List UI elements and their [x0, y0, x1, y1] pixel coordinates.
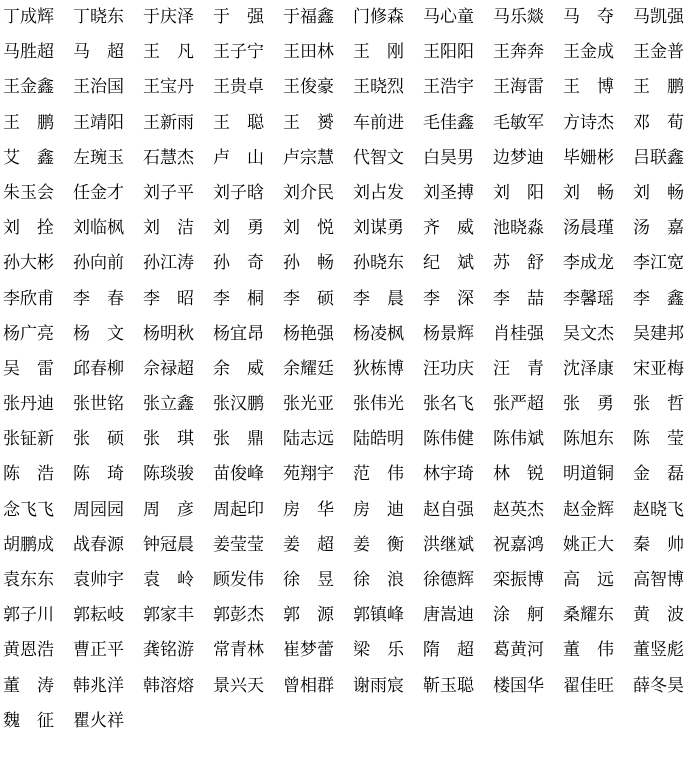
name-item: 丁成辉 — [3, 7, 54, 27]
name-item: 袁帅宇 — [73, 570, 124, 590]
name-item: 王子宁 — [213, 42, 264, 63]
name-item: 郭 源 — [283, 605, 334, 626]
name-item: 刘 畅 — [563, 182, 614, 203]
name-item: 赵自强 — [423, 499, 474, 520]
name-item: 郭耘岐 — [73, 605, 124, 626]
name-item: 周起印 — [213, 499, 264, 520]
name-item: 赵晓飞 — [633, 499, 684, 520]
name-item: 张伟光 — [353, 394, 404, 415]
name-item: 韩兆洋 — [73, 675, 124, 696]
name-item: 孙大彬 — [3, 253, 54, 274]
name-item: 王靖阳 — [73, 112, 124, 133]
name-item: 袁东东 — [3, 570, 54, 590]
name-item: 姜 衡 — [353, 534, 404, 555]
name-item: 余 威 — [213, 358, 264, 379]
name-item: 郭家丰 — [143, 605, 194, 626]
name-item: 刘圣搏 — [423, 182, 474, 203]
name-item: 李成龙 — [563, 253, 614, 274]
name-item: 王俊豪 — [283, 77, 334, 98]
name-item: 周 彦 — [143, 499, 194, 520]
name-item: 隋 超 — [423, 640, 474, 661]
name-item: 赵英杰 — [493, 499, 544, 520]
name-item: 杨凌枫 — [353, 323, 404, 344]
name-item: 林宇琦 — [423, 464, 474, 485]
name-item: 张世铭 — [73, 394, 124, 415]
name-item: 池晓淼 — [493, 218, 544, 239]
name-item: 卢 山 — [213, 147, 264, 168]
name-item: 唐嵩迪 — [423, 605, 474, 626]
name-item: 杨明秋 — [143, 323, 194, 344]
name-item: 涂 舸 — [493, 605, 544, 626]
name-item: 葛黄河 — [493, 640, 544, 661]
name-item: 房 迪 — [353, 499, 404, 520]
name-item: 张钲新 — [3, 429, 54, 450]
name-item: 刘子晗 — [213, 182, 264, 203]
name-item: 郭镇峰 — [353, 605, 404, 626]
name-item: 陈 莹 — [633, 429, 684, 450]
name-item: 刘 畅 — [633, 182, 684, 203]
name-item: 杨景辉 — [423, 323, 474, 344]
name-item: 刘占发 — [353, 182, 404, 203]
name-item: 陈伟健 — [423, 429, 474, 450]
name-item: 刘 悦 — [283, 218, 334, 239]
name-item: 王奔奔 — [493, 42, 544, 63]
name-item: 钟冠晨 — [143, 534, 194, 555]
name-item: 佘禄超 — [143, 358, 194, 379]
name-item: 姜莹莹 — [213, 534, 264, 555]
name-item: 明道铜 — [563, 464, 614, 485]
name-item: 门修森 — [353, 7, 404, 27]
name-item: 王贵卓 — [213, 77, 264, 98]
name-item: 王 聪 — [213, 112, 264, 133]
name-item: 李 晨 — [353, 288, 404, 309]
name-item: 汤 嘉 — [633, 218, 684, 239]
name-item: 宋亚梅 — [633, 358, 684, 379]
name-item: 毕姗彬 — [563, 147, 614, 168]
name-item: 梁 乐 — [353, 640, 404, 661]
name-item: 祝嘉鸿 — [493, 534, 544, 555]
name-item: 袁 岭 — [143, 570, 194, 590]
name-item: 刘 勇 — [213, 218, 264, 239]
name-item: 曹正平 — [73, 640, 124, 661]
name-item: 杨艳强 — [283, 323, 334, 344]
name-item: 黄 波 — [633, 605, 684, 626]
name-item: 高 远 — [563, 570, 614, 590]
name-item: 边梦迪 — [493, 147, 544, 168]
name-item: 余耀廷 — [283, 358, 334, 379]
name-item: 刘 阳 — [493, 182, 544, 203]
name-item: 吴建邦 — [633, 323, 684, 344]
name-item: 曾相群 — [283, 675, 334, 696]
name-item: 李 喆 — [493, 288, 544, 309]
name-item: 孙向前 — [73, 253, 124, 274]
name-item: 张立鑫 — [143, 394, 194, 415]
name-item: 靳玉聪 — [423, 675, 474, 696]
name-item: 栾振博 — [493, 570, 544, 590]
name-item: 马 超 — [73, 42, 124, 63]
name-item: 张 硕 — [73, 429, 124, 450]
name-item: 刘子平 — [143, 182, 194, 203]
name-item: 龚铭游 — [143, 640, 194, 661]
name-item: 张名飞 — [423, 394, 474, 415]
name-item: 徐德辉 — [423, 570, 474, 590]
name-item: 念飞飞 — [3, 499, 54, 520]
name-item: 金 磊 — [633, 464, 684, 485]
name-item: 姜 超 — [283, 534, 334, 555]
name-item: 王 刚 — [353, 42, 404, 63]
name-item: 陈琰骏 — [143, 464, 194, 485]
name-item: 董 涛 — [3, 675, 54, 696]
name-item: 魏 征 — [3, 710, 54, 731]
name-item: 刘 拴 — [3, 218, 54, 239]
name-item: 王 博 — [563, 77, 614, 98]
name-item: 董 伟 — [563, 640, 614, 661]
name-item: 卢宗慧 — [283, 147, 334, 168]
name-item: 翟佳旺 — [563, 675, 614, 696]
name-item: 齐 威 — [423, 218, 474, 239]
name-item: 王 凡 — [143, 42, 194, 63]
name-item: 王金鑫 — [3, 77, 54, 98]
name-item: 姚正大 — [563, 534, 614, 555]
name-item: 徐 浪 — [353, 570, 404, 590]
name-item: 邓 荀 — [633, 112, 684, 133]
name-item: 艾 鑫 — [3, 147, 54, 168]
name-item: 汪 青 — [493, 358, 544, 379]
name-item: 陈旭东 — [563, 429, 614, 450]
name-item: 房 华 — [283, 499, 334, 520]
name-item: 张汉鹏 — [213, 394, 264, 415]
name-item: 杨宜昂 — [213, 323, 264, 344]
name-item: 石慧杰 — [143, 147, 194, 168]
name-item: 李 昭 — [143, 288, 194, 309]
name-item: 丁晓东 — [73, 7, 124, 27]
name-item: 于 强 — [213, 7, 264, 27]
name-item: 王治国 — [73, 77, 124, 98]
name-item: 邱春柳 — [73, 358, 124, 379]
name-item: 左琬玉 — [73, 147, 124, 168]
name-item: 王金成 — [563, 42, 614, 63]
name-item: 郭子川 — [3, 605, 54, 626]
name-item: 范 伟 — [353, 464, 404, 485]
name-item: 洪继斌 — [423, 534, 474, 555]
name-item: 瞿火祥 — [73, 710, 124, 731]
name-item: 王阳阳 — [423, 42, 474, 63]
name-item: 汤晨瑾 — [563, 218, 614, 239]
name-item: 毛佳鑫 — [423, 112, 474, 133]
name-item: 王金普 — [633, 42, 684, 63]
name-item: 白昊男 — [423, 147, 474, 168]
name-item: 马 夺 — [563, 7, 614, 27]
name-item: 王 鹏 — [633, 77, 684, 98]
name-item: 李 硕 — [283, 288, 334, 309]
name-item: 张严超 — [493, 394, 544, 415]
name-item: 孙江涛 — [143, 253, 194, 274]
name-item: 张光亚 — [283, 394, 334, 415]
name-item: 马乐燚 — [493, 7, 544, 27]
name-item: 吴文杰 — [563, 323, 614, 344]
name-item: 李江宽 — [633, 253, 684, 274]
name-item: 刘谋勇 — [353, 218, 404, 239]
name-item: 马胜超 — [3, 42, 54, 63]
name-item: 李 桐 — [213, 288, 264, 309]
name-item: 吕联鑫 — [633, 147, 684, 168]
name-item: 李 鑫 — [633, 288, 684, 309]
name-item: 刘 洁 — [143, 218, 194, 239]
name-item: 陈 浩 — [3, 464, 54, 485]
name-item: 陆志远 — [283, 429, 334, 450]
name-item: 孙晓东 — [353, 253, 404, 274]
name-item: 苑翔宇 — [283, 464, 334, 485]
name-item: 方诗杰 — [563, 112, 614, 133]
name-item: 马凯强 — [633, 7, 684, 27]
name-item: 顾发伟 — [213, 570, 264, 590]
name-item: 毛敏军 — [493, 112, 544, 133]
name-item: 徐 昱 — [283, 570, 334, 590]
name-item: 王 鹏 — [3, 112, 54, 133]
name-item: 王浩宇 — [423, 77, 474, 98]
name-item: 桑耀东 — [563, 605, 614, 626]
name-item: 李馨瑶 — [563, 288, 614, 309]
name-item: 张 鼎 — [213, 429, 264, 450]
name-item: 李欣甫 — [3, 288, 54, 309]
name-item: 苏 舒 — [493, 253, 544, 274]
name-item: 张 哲 — [633, 394, 684, 415]
name-item: 杨广亮 — [3, 323, 54, 344]
name-item: 陈 琦 — [73, 464, 124, 485]
name-item: 景兴天 — [213, 675, 264, 696]
name-item: 于福鑫 — [283, 7, 334, 27]
name-item: 王宝丹 — [143, 77, 194, 98]
name-item: 楼国华 — [493, 675, 544, 696]
name-item: 郭彭杰 — [213, 605, 264, 626]
name-item: 常青林 — [213, 640, 264, 661]
name-item: 李 深 — [423, 288, 474, 309]
name-item: 陈伟斌 — [493, 429, 544, 450]
name-item: 战春源 — [73, 534, 124, 555]
name-item: 陆皓明 — [353, 429, 404, 450]
name-item: 谢雨宸 — [353, 675, 404, 696]
name-item: 汪功庆 — [423, 358, 474, 379]
name-item: 任金才 — [73, 182, 124, 203]
name-item: 董竖彪 — [633, 640, 684, 661]
name-item: 王田林 — [283, 42, 334, 63]
name-item: 张 琪 — [143, 429, 194, 450]
name-item: 代智文 — [353, 147, 404, 168]
name-item: 王海雷 — [493, 77, 544, 98]
name-item: 苗俊峰 — [213, 464, 264, 485]
name-item: 吴 雷 — [3, 358, 54, 379]
name-item: 纪 斌 — [423, 253, 474, 274]
name-item: 马心童 — [423, 7, 474, 27]
name-item: 沈泽康 — [563, 358, 614, 379]
name-item: 狄栋博 — [353, 358, 404, 379]
name-item: 朱玉会 — [3, 182, 54, 203]
name-item: 张 勇 — [563, 394, 614, 415]
name-item: 李 春 — [73, 288, 124, 309]
name-item: 黄恩浩 — [3, 640, 54, 661]
name-item: 杨 文 — [73, 323, 124, 344]
name-item: 秦 帅 — [633, 534, 684, 555]
name-item: 林 锐 — [493, 464, 544, 485]
name-item: 高智博 — [633, 570, 684, 590]
name-item: 肖桂强 — [493, 323, 544, 344]
name-item: 王晓烈 — [353, 77, 404, 98]
name-item: 薛冬昊 — [633, 675, 684, 696]
name-item: 崔梦蕾 — [283, 640, 334, 661]
name-item: 刘介民 — [283, 182, 334, 203]
name-item: 孙 奇 — [213, 253, 264, 274]
name-item: 王 赟 — [283, 112, 334, 133]
name-item: 刘临枫 — [73, 218, 124, 239]
name-item: 王新雨 — [143, 112, 194, 133]
name-item: 胡鹏成 — [3, 534, 54, 555]
name-item: 张丹迪 — [3, 394, 54, 415]
name-item: 赵金辉 — [563, 499, 614, 520]
name-item: 孙 畅 — [283, 253, 334, 274]
name-item: 韩溶熔 — [143, 675, 194, 696]
name-item: 周园园 — [73, 499, 124, 520]
name-item: 于庆泽 — [143, 7, 194, 27]
name-item: 车前进 — [353, 112, 404, 133]
